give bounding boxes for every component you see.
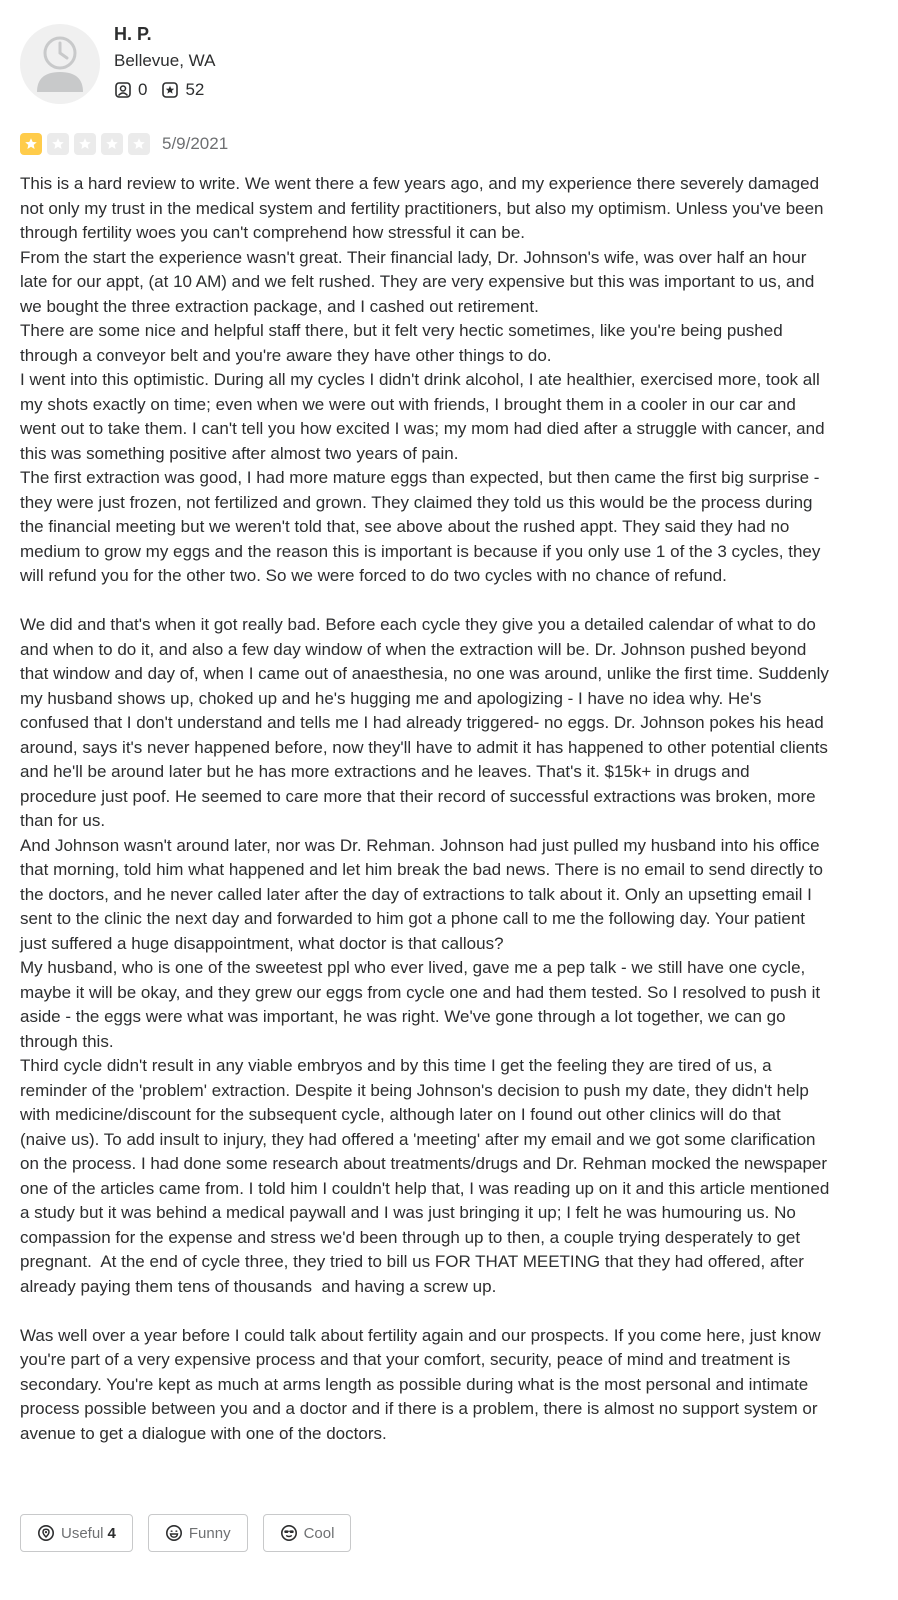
- review-paragraph: Was well over a year before I could talk about fertility again and our prospects. If you come here, just know you're part of a very expensive process and that your comfort, security, peace of mind and treatment is secondary. You're kept as much at arms length as possible during what is the most personal and intimate process possible between you and a doctor and if there is a problem, there is almost no support system or avenue to get a dialogue with one of the doctors.: [20, 1325, 826, 1443]
- useful-button[interactable]: [20, 1514, 133, 1552]
- cool-label: Cool: [303, 1524, 335, 1542]
- star-rating: [20, 133, 228, 155]
- funny-label: Funny: [188, 1524, 231, 1542]
- reviews-icon: [161, 81, 179, 99]
- review-date: 5/9/2021: [162, 134, 229, 153]
- useful-icon: [37, 1524, 55, 1542]
- review-paragraph: Third cycle didn't result in any viable embryos and by this time I get the feeling they are tired of us, a reminder of the 'problem' extraction. Despite it being Johnson's decision to push my date, they didn't help with medicine/discount for the subsequent cycle, although later on I found out other clinics will do that (naive us). To add insult to injury, they had offered a 'meeting' after my email and we got some clarification on the process. I had done some research about treatments/drugs and Dr. Rehman mocked the newspaper one of the articles came from. I told him I couldn't help that, I was reading up on it and this article mentioned a study but it was behind a medical paywall and I was just bringing it up; I felt he was humouring us. No compassion for the expense and stress we'd been through up to then, a couple trying desperately to get pregnant. At the end of cycle three, they tried to bill us FOR THAT MEETING that they had offered, after already paying them tens of thousands and having a screw up.: [20, 1056, 835, 1296]
- star-icon: [74, 133, 96, 155]
- default-avatar-icon: [20, 24, 100, 104]
- cool-icon: [280, 1524, 298, 1542]
- star-icon: [47, 133, 69, 155]
- review-paragraph: I went into this optimistic. During all my cycles I didn't drink alcohol, I ate healthier, exercised more, took all my shots exactly on time; even when we were out with friends, I brought them in a cooler in our car and went out to take them. I can't tell you how excited I was; my mom had died after a struggle with cancer, and this was something positive after almost two years of pain.: [20, 370, 830, 463]
- review-paragraph: We did and that's when it got really bad. Before each cycle they give you a detailed calendar of what to do and when to do it, and also a few day window of when the extraction will be. Dr. Johnson pushed beyond that window and day of, when I came out of anaesthesia, no one was around, unlike the first time. Suddenly my husband shows up, choked up and he's hugging me and apologizing - I have no idea why. He's confused that I don't understand and tells me I had already triggered- no eggs. Dr. Johnson pokes his head around, says it's never happened before, now they'll have to admit it has happened to other potential clients and he'll be around later but he has more extractions and he leaves. That's it. $15k+ in drugs and procedure just poof. He seemed to care more that their record of successful extractions was broken, more than for us.: [20, 615, 834, 830]
- user-name[interactable]: H. P.: [114, 24, 152, 44]
- reviews-stat: [161, 80, 204, 100]
- review-paragraph: My husband, who is one of the sweetest ppl who ever lived, gave me a pep talk - we still have one cycle, maybe it will be okay, and they grew our eggs from cycle one and had them tested. So I resolved to push it aside - the eggs were what was important, he was right. We've gone through a lot together, we can go through this.: [20, 958, 825, 1051]
- friends-count: 0: [138, 80, 148, 99]
- review-paragraph: This is a hard review to write. We went there a few years ago, and my experience there severely damaged not only my trust in the medical system and fertility practitioners, but also my optimism. Unless you've been through fertility woes you can't comprehend how stressful it can be.: [20, 174, 829, 242]
- review-actions: [20, 1514, 366, 1552]
- useful-label: Useful: [61, 1524, 104, 1542]
- user-stats: [114, 80, 218, 100]
- star-icon: [128, 133, 150, 155]
- friends-stat: [114, 80, 147, 100]
- useful-count: 4: [107, 1524, 116, 1542]
- review-text: [20, 172, 835, 1446]
- review-paragraph: And Johnson wasn't around later, nor was Dr. Rehman. Johnson had just pulled my husband into his office that morning, told him what happened and let him break the bad news. There is no email to send directly to the doctors, and he never called later after the day of extractions to talk about it. Only an upsetting email I sent to the clinic the next day and forwarded to him got a phone call to me the following day. Your patient just suffered a huge disappointment, what doctor is that callous?: [20, 835, 828, 953]
- star-icon: [101, 133, 123, 155]
- user-location: Bellevue, WA: [114, 51, 216, 70]
- funny-icon: [165, 1524, 183, 1542]
- reviews-count: 52: [185, 80, 205, 99]
- friends-icon: [114, 81, 132, 99]
- review-paragraph: The first extraction was good, I had more mature eggs than expected, but then came the first big surprise - they were just frozen, not fertilized and grown. They claimed they told us this would be the process during the financial meeting but we weren't told that, see above about the rushed appt. They said they had no medium to grow my eggs and the reason this is important is because if you only use 1 of the 3 cycles, they will refund you for the other two. So we were forced to do two cycles with no chance of refund.: [20, 468, 826, 585]
- star-icon: [20, 133, 42, 155]
- funny-button[interactable]: [148, 1514, 248, 1552]
- cool-button[interactable]: [263, 1514, 352, 1552]
- review-paragraph: There are some nice and helpful staff there, but it felt very hectic sometimes, like you're being pushed through a conveyor belt and you're aware they have other things to do.: [20, 321, 788, 365]
- avatar[interactable]: [20, 24, 100, 104]
- stars: [20, 133, 155, 155]
- review-paragraph: From the start the experience wasn't great. Their financial lady, Dr. Johnson's wife, was over half an hour late for our appt, (at 10 AM) and we felt rushed. They are very expensive but this was important to us, and we bought the three extraction package, and I cashed out retirement.: [20, 247, 820, 316]
